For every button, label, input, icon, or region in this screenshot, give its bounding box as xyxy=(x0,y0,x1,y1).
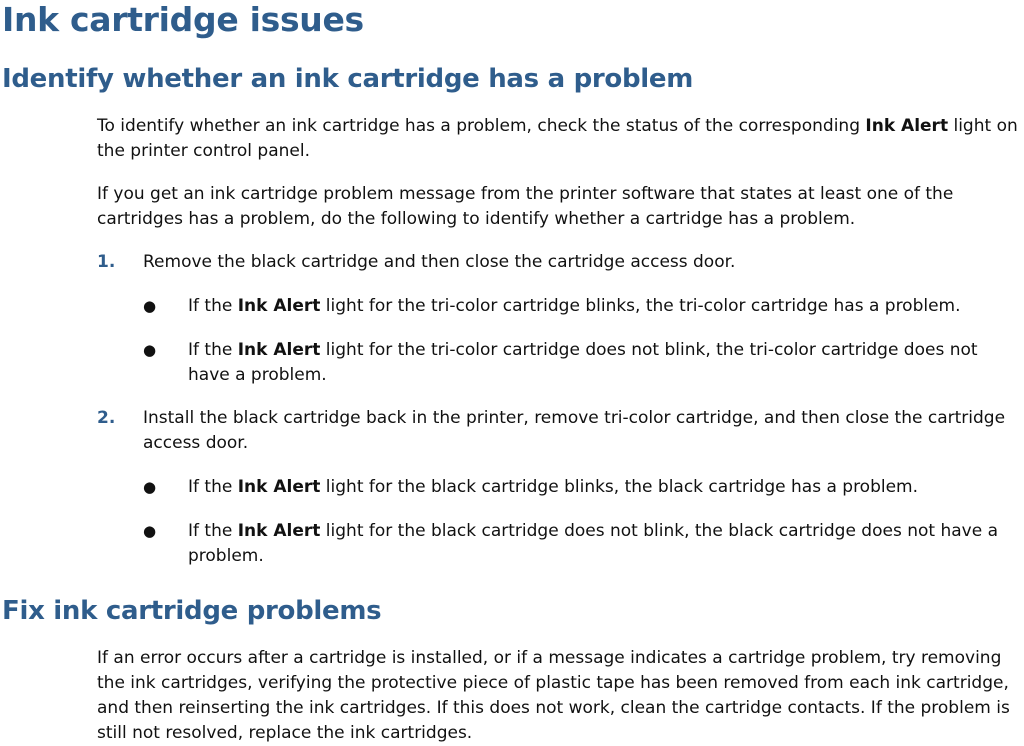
ink-alert-term: Ink Alert xyxy=(237,477,321,497)
bullet-text xyxy=(188,519,1023,569)
bullet-text-part: If the xyxy=(188,477,238,497)
bullet-text-part: light for the tri-color cartridge blinks, the tri-color cartridge has a problem. xyxy=(320,296,961,316)
bullet-text xyxy=(188,338,1023,388)
bullet-icon: ● xyxy=(143,297,157,315)
bullet-text-part: If the xyxy=(188,340,238,360)
bullet-text-part: If the xyxy=(188,296,238,316)
bullet-text-part: light for the black cartridge does not blink, the black cartridge does not have a problem. xyxy=(188,521,998,566)
paragraph-problem-message: If you get an ink cartridge problem message from the printer software that states at least one of the cartridges has a problem, do the following to identify whether a cartridge has a problem. xyxy=(97,184,954,229)
ink-alert-term: Ink Alert xyxy=(237,296,321,316)
paragraph-identify-intro xyxy=(97,114,1022,164)
section-heading-identify: Identify whether an ink cartridge has a problem xyxy=(2,64,694,94)
paragraph-text: To identify whether an ink cartridge has a problem, check the status of the corresponding xyxy=(97,116,866,136)
step-number: 2. xyxy=(97,408,116,428)
step-item-2 xyxy=(97,406,1022,456)
page-title: Ink cartridge issues xyxy=(2,0,364,39)
ink-alert-term: Ink Alert xyxy=(237,521,321,541)
bullet-text xyxy=(188,294,1023,319)
section-heading-fix: Fix ink cartridge problems xyxy=(2,596,382,626)
bullet-text-part: light for the tri-color cartridge does not blink, the tri-color cartridge does not have a problem. xyxy=(188,340,978,385)
bullet-text-part: light for the black cartridge blinks, the black cartridge has a problem. xyxy=(320,477,919,497)
bullet-icon: ● xyxy=(143,341,157,359)
paragraph-fix: If an error occurs after a cartridge is installed, or if a message indicates a cartridge problem, try removing the ink cartridges, verifying the protective piece of plastic tape has been removed from each ink cartridge, and then reinserting the ink cartridges. If this does not work, clean the cartridge contacts. If the problem is still not resolved, replace the ink cartridges. xyxy=(97,648,1010,743)
ink-alert-term: Ink Alert xyxy=(865,116,949,136)
ink-alert-term: Ink Alert xyxy=(237,340,321,360)
paragraph-text: light on the printer control panel. xyxy=(97,116,1018,161)
bullet-text xyxy=(188,475,1023,500)
step-number: 1. xyxy=(97,252,116,272)
step-text: Remove the black cartridge and then close the cartridge access door. xyxy=(143,252,736,272)
step-text: Install the black cartridge back in the printer, remove tri-color cartridge, and then close the cartridge access door. xyxy=(143,408,1006,453)
bullet-text-part: If the xyxy=(188,521,238,541)
step-item-1 xyxy=(97,250,1022,275)
bullet-icon: ● xyxy=(143,522,157,540)
bullet-icon: ● xyxy=(143,478,157,496)
